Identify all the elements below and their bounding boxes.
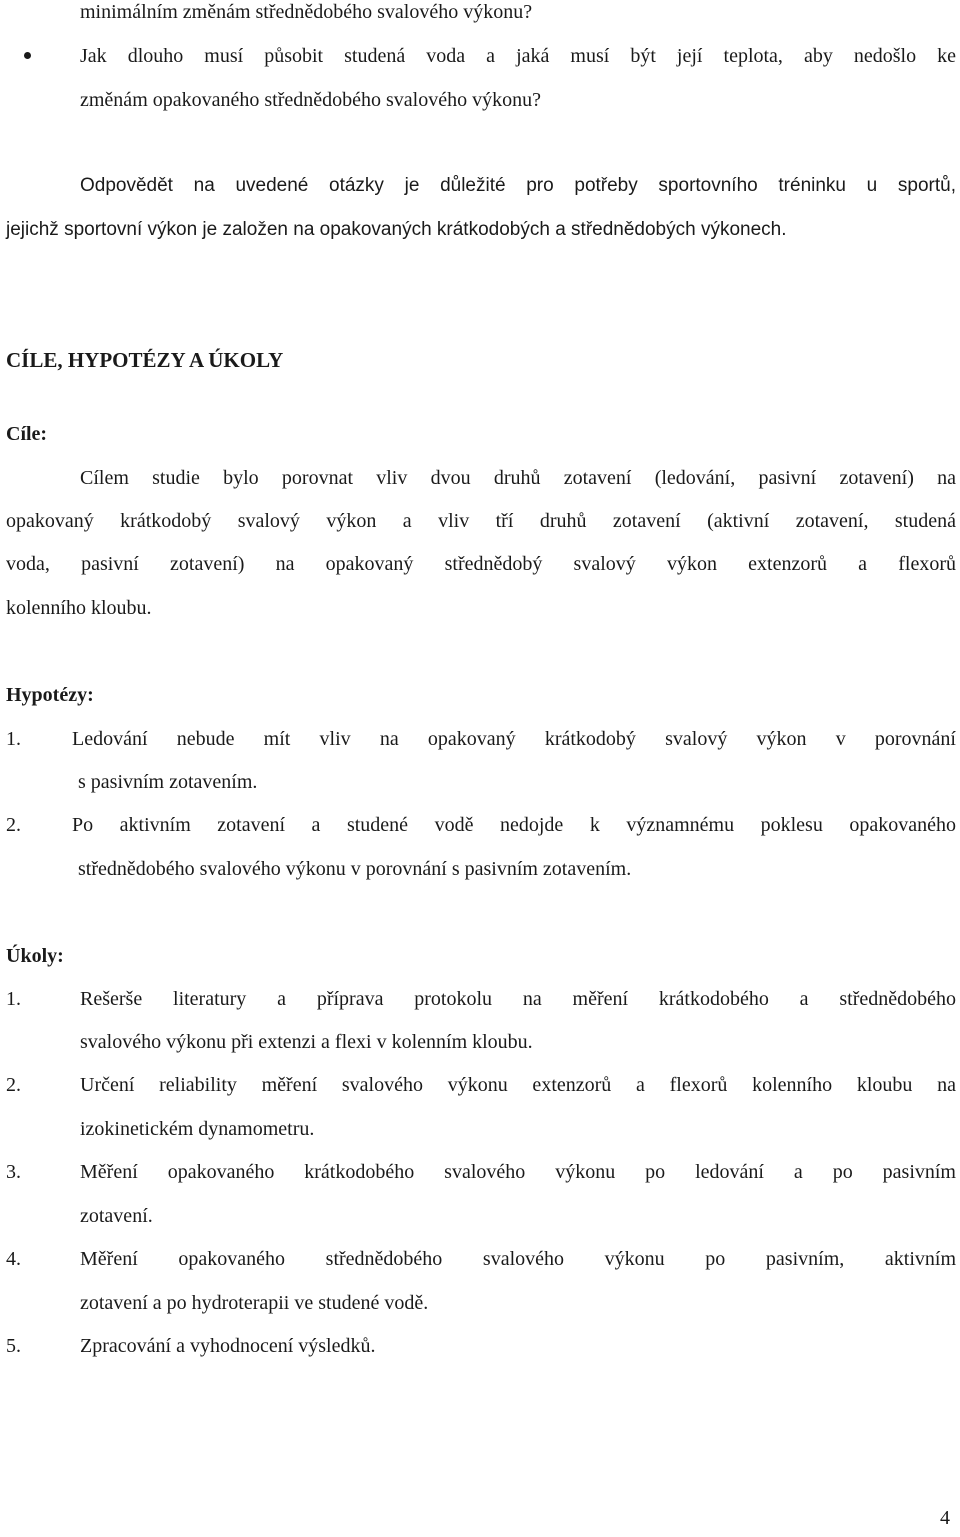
text-line: kolenního kloubu.: [6, 597, 152, 619]
task-3-line-1: Měření opakovaného krátkodobého svalového výkonu po ledování a po pasivním: [80, 1161, 956, 1183]
task-2-line-1: Určení reliability měření svalového výkonu extenzorů a flexorů kolenního kloubu na: [80, 1074, 956, 1096]
list-number: 1.: [6, 728, 21, 750]
text-line: [80, 466, 956, 490]
list-item: [80, 1247, 956, 1271]
goals-line-2: opakovaný krátkodobý svalový výkon a vliv tří druhů zotavení (aktivní zotavení, studená: [6, 510, 956, 532]
bullet-line-1: Jak dlouho musí působit studená voda a jaká musí být její teplota, aby nedošlo ke: [80, 45, 956, 67]
list-number: 1.: [6, 988, 21, 1010]
list-number: 3.: [6, 1161, 21, 1183]
section-heading: CÍLE, HYPOTÉZY A ÚKOLY: [6, 348, 284, 372]
text-line: izokinetickém dynamometru.: [80, 1118, 315, 1140]
list-number: 4.: [6, 1248, 21, 1270]
task-4-line-1: Měření opakovaného střednědobého svalového výkonu po pasivním, aktivním: [80, 1248, 956, 1270]
text-line: změnám opakovaného střednědobého svalového výkonu?: [80, 89, 541, 111]
text-line: [80, 44, 956, 68]
hypothesis-2-line-1: Po aktivním zotavení a studené vodě nedojde k významnému poklesu opakovaného: [72, 814, 956, 836]
text-line: střednědobého svalového výkonu v porovnání s pasivním zotavením.: [78, 858, 632, 880]
list-item: [80, 1160, 956, 1184]
bullet-icon: [24, 52, 31, 59]
list-number: 2.: [6, 814, 21, 836]
goals-label: Cíle:: [6, 423, 48, 445]
text-line: s pasivním zotavením.: [78, 771, 258, 793]
hypothesis-1-line-1: Ledování nebude mít vliv na opakovaný krátkodobý svalový výkon v porovnání: [72, 728, 956, 750]
text-line: minimálním změnám střednědobého svalového výkonu?: [80, 1, 533, 23]
hypotheses-label: Hypotézy:: [6, 684, 94, 706]
text-line: [80, 174, 956, 198]
para-line-1: Odpovědět na uvedené otázky je důležité pro potřeby sportovního tréninku u sportů,: [80, 175, 956, 196]
text-line: jejichž sportovní výkon je založen na opakovaných krátkodobých a střednědobých výkonech.: [6, 219, 787, 240]
list-number: 5.: [6, 1335, 21, 1357]
list-item: [72, 727, 956, 751]
goals-line-1: Cílem studie bylo porovnat vliv dvou druhů zotavení (ledování, pasivní zotavení) na: [80, 467, 956, 489]
list-item: Zpracování a vyhodnocení výsledků.: [80, 1335, 376, 1357]
goals-line-3: voda, pasivní zotavení) na opakovaný střednědobý svalový výkon extenzorů a flexorů: [6, 553, 956, 575]
list-item: [80, 1073, 956, 1097]
text-line: zotavení.: [80, 1205, 153, 1227]
page-number: 4: [940, 1507, 950, 1529]
task-1-line-1: Rešerše literatury a příprava protokolu na měření krátkodobého a střednědobého: [80, 988, 956, 1010]
text-line: zotavení a po hydroterapii ve studené vodě.: [80, 1292, 429, 1314]
text-line: svalového výkonu při extenzi a flexi v kolenním kloubu.: [80, 1031, 533, 1053]
text-line: [6, 509, 956, 533]
list-item: [72, 813, 956, 837]
tasks-label: Úkoly:: [6, 945, 64, 967]
list-item: [80, 987, 956, 1011]
text-line: [6, 552, 956, 576]
list-number: 2.: [6, 1074, 21, 1096]
